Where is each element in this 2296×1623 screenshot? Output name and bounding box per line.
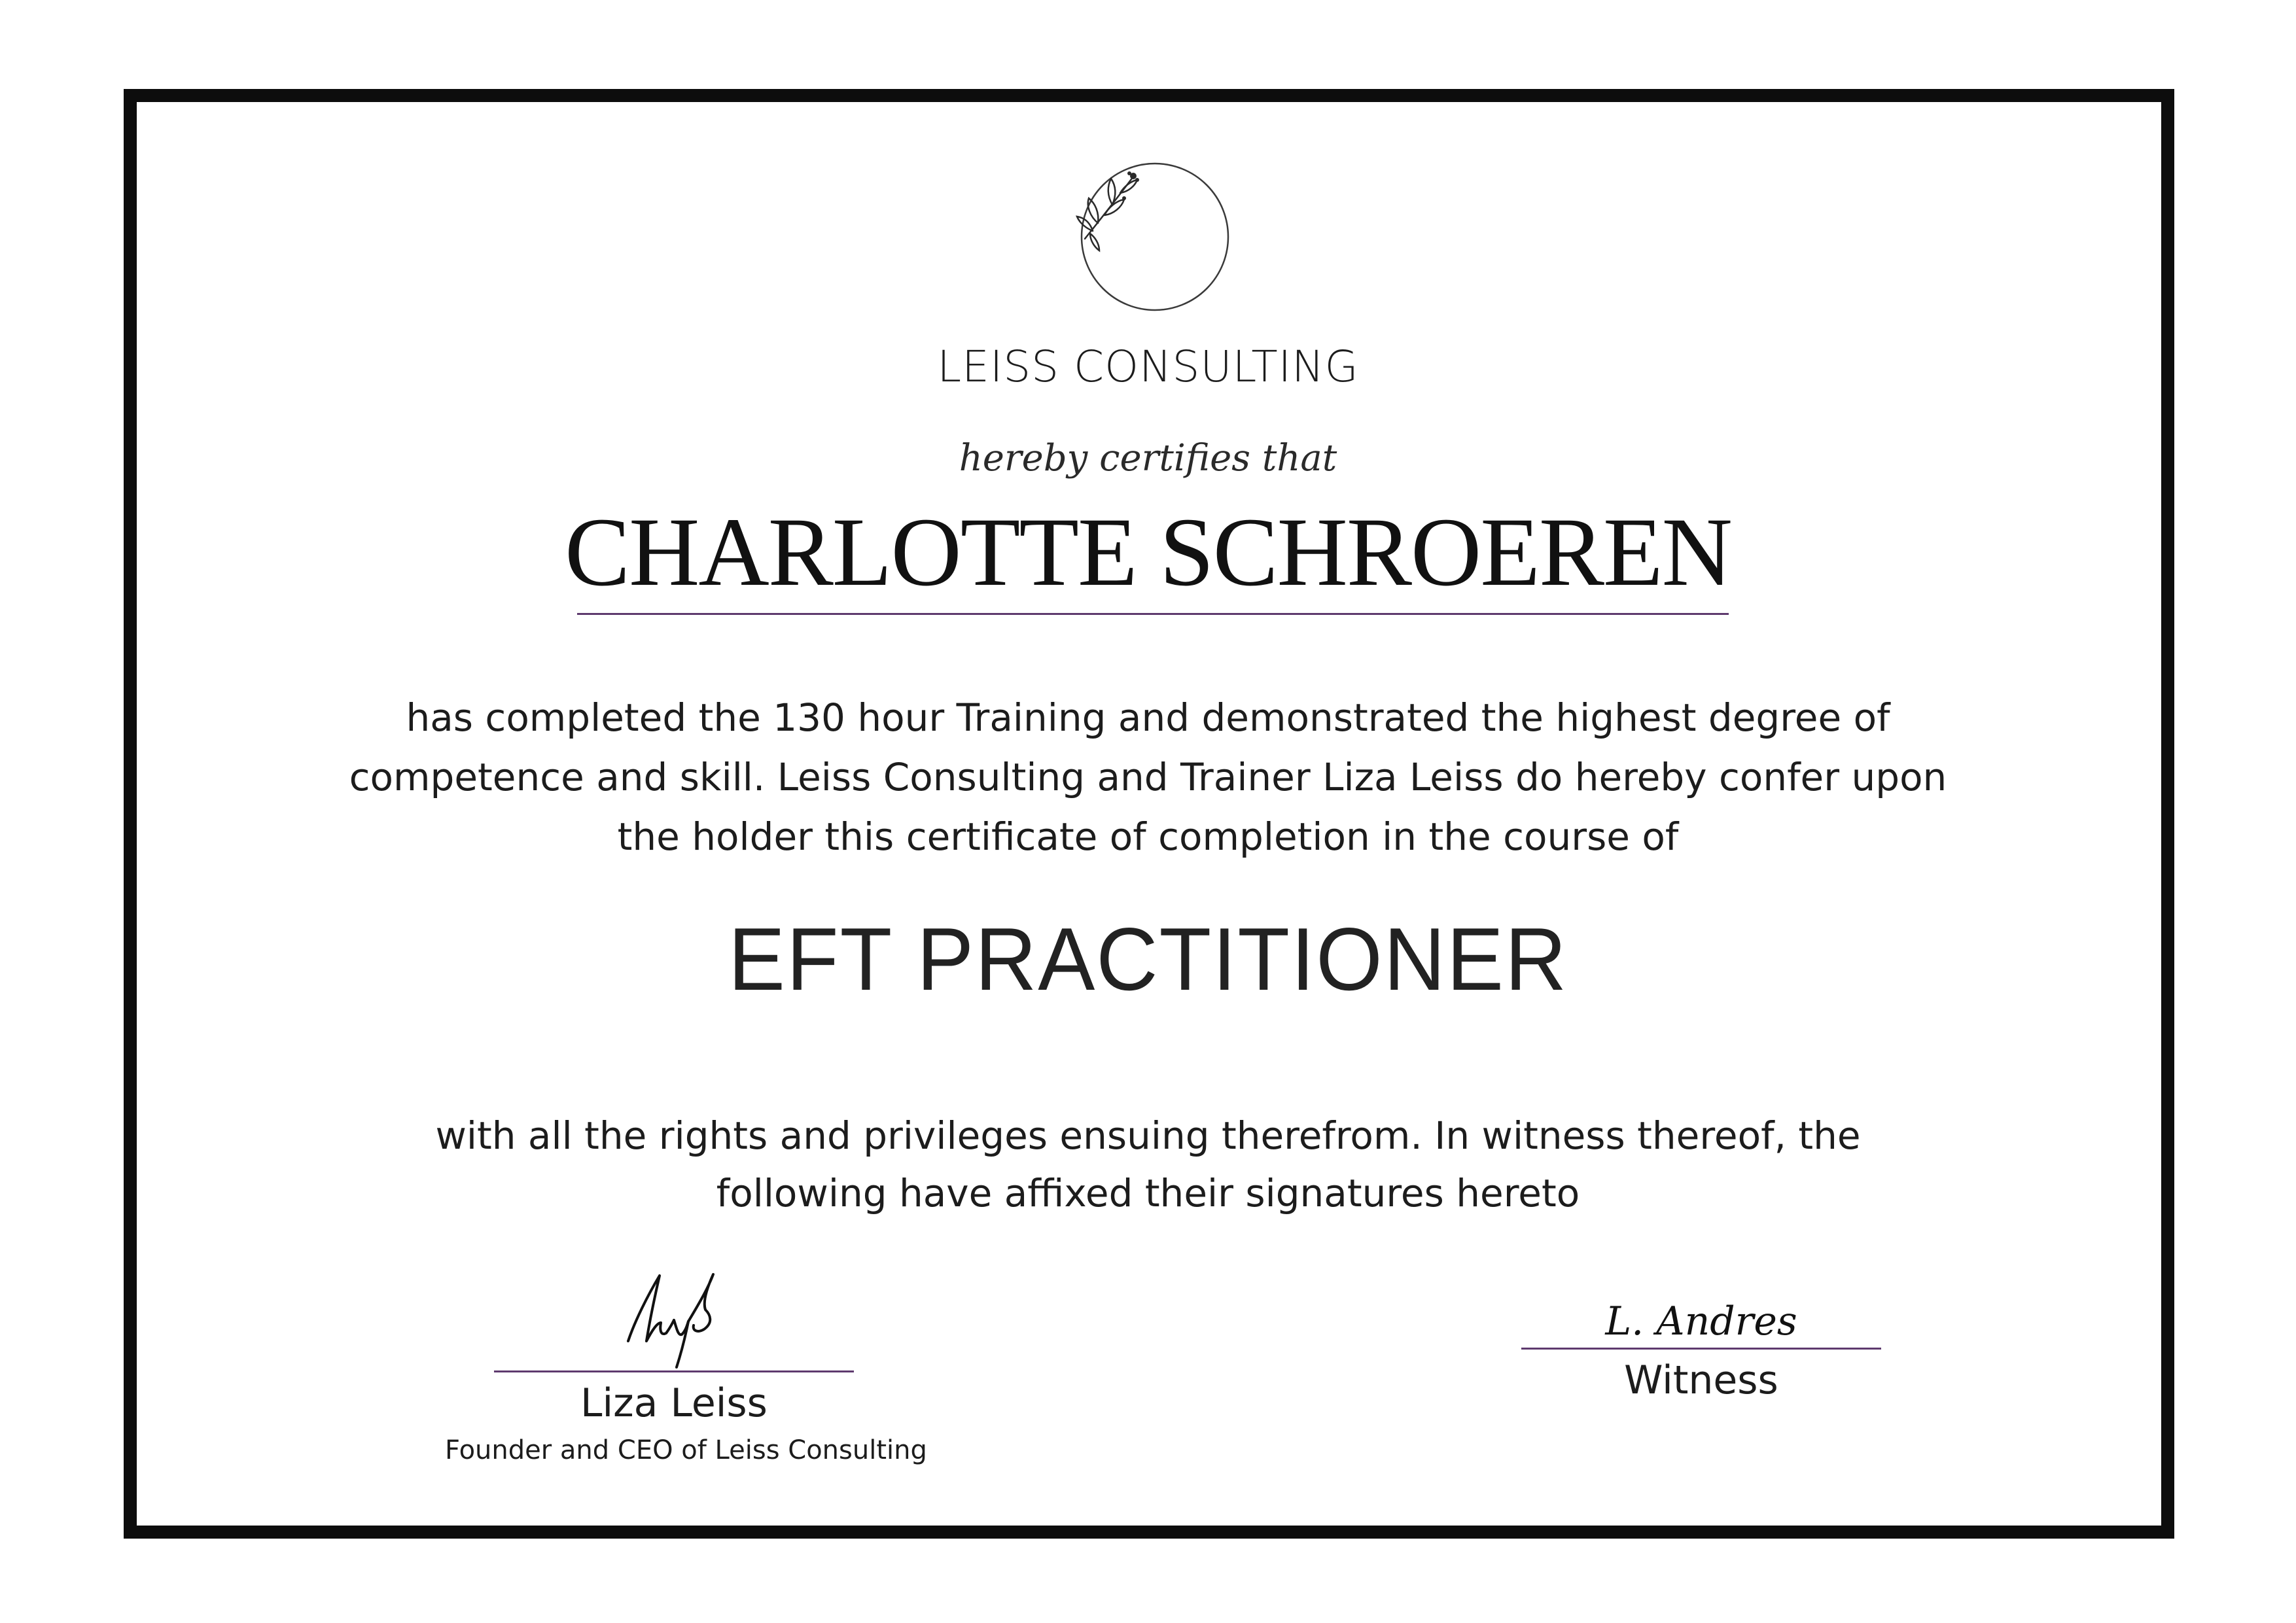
course-title: EFT PRACTITIONER (728, 909, 1568, 1009)
witness-label: Witness (1624, 1357, 1778, 1403)
founder-title: Founder and CEO of Leiss Consulting (445, 1435, 927, 1465)
founder-signature (609, 1263, 739, 1370)
witness-signature (1597, 1295, 1806, 1348)
statement-line: competence and skill. Leiss Consulting and Trainer Liza Leiss do hereby confer upon (349, 755, 1947, 799)
recipient-underline (577, 613, 1729, 615)
witness-signature-line (1521, 1348, 1881, 1350)
closing-statement (327, 1107, 1969, 1222)
signature-block-founder (445, 1263, 927, 1465)
statement-line: the holder this certificate of completion in the course of (617, 814, 1679, 859)
founder-signature-line (494, 1370, 854, 1372)
closing-line: following have affixed their signatures hereto (716, 1171, 1580, 1215)
organization-name: LEISS CONSULTING (937, 341, 1359, 392)
closing-line: with all the rights and privileges ensuing therefrom. In witness thereof, the (435, 1113, 1861, 1158)
witness-signature-text: L. Andres (1605, 1299, 1797, 1344)
floral-circle-icon (1067, 160, 1237, 321)
completion-statement (327, 688, 1969, 867)
recipient-name: CHARLOTTE SCHROEREN (565, 498, 1731, 606)
statement-line: has completed the 130 hour Training and demonstrated the highest degree of (406, 695, 1890, 740)
founder-name: Liza Leiss (580, 1380, 768, 1426)
certification-intro: hereby certifies that (959, 437, 1337, 480)
signature-block-witness (1498, 1295, 1904, 1403)
